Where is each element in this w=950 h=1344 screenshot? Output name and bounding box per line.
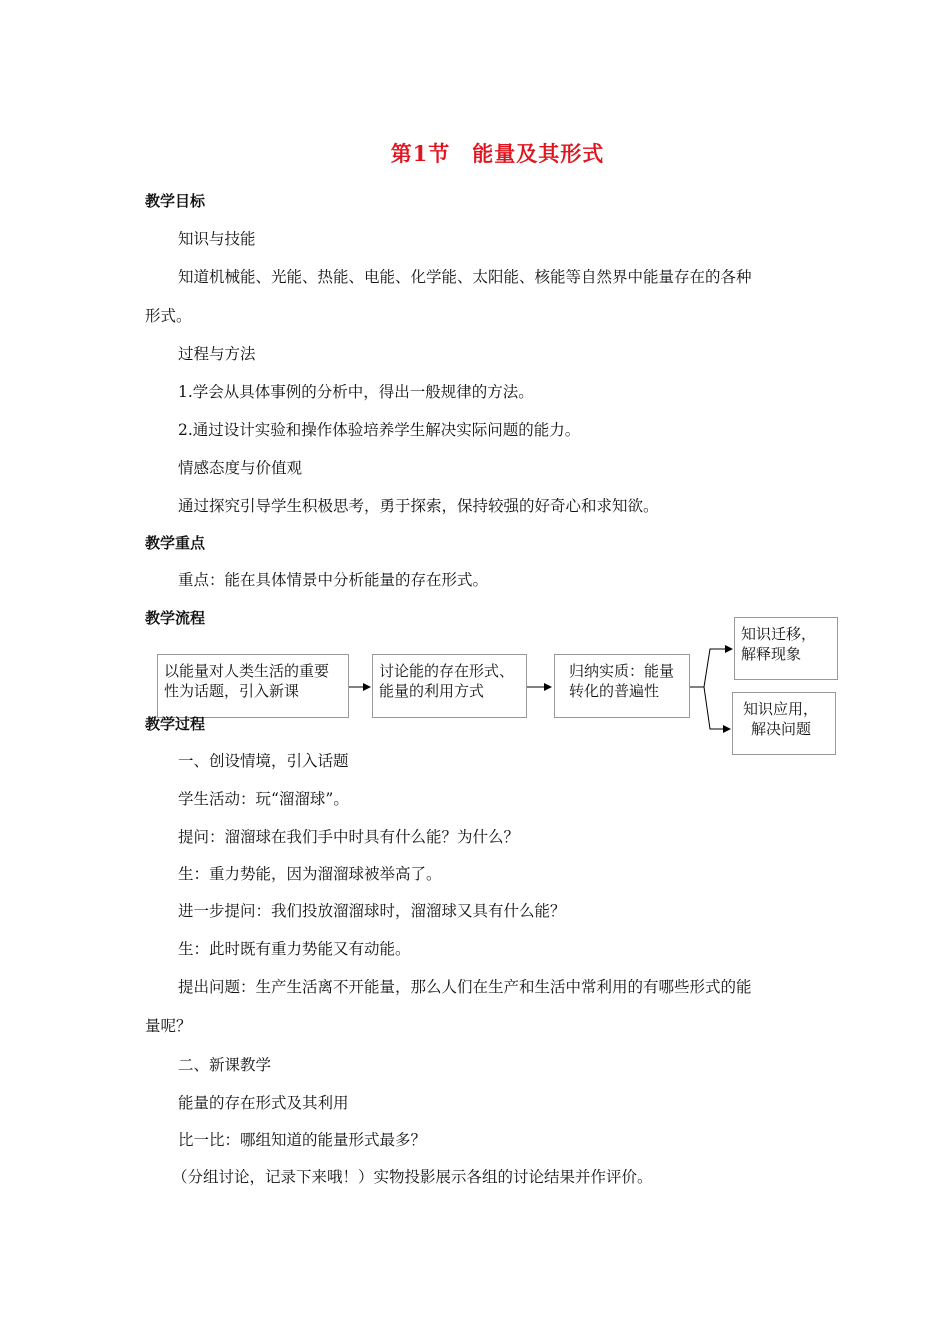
flow-box-discuss-line-1: 能量的利用方式 bbox=[379, 682, 485, 700]
process-line-0: 一、创设情境，引入话题 bbox=[178, 752, 349, 770]
key-heading: 教学重点 bbox=[145, 534, 206, 552]
arrow-to-apply bbox=[704, 687, 730, 729]
process-line-5: 生：此时既有重力势能又有动能。 bbox=[178, 940, 411, 958]
flow-box-transfer-line-0: 知识迁移， bbox=[741, 625, 817, 643]
flow-box-transfer-line-1: 解释现象 bbox=[741, 645, 802, 663]
goals-heading: 教学目标 bbox=[145, 192, 206, 210]
process-line-3: 生：重力势能，因为溜溜球被举高了。 bbox=[178, 865, 442, 883]
flow-box-discuss-line-0: 讨论能的存在形式、 bbox=[379, 662, 515, 680]
page-title: 第1节 能量及其形式 bbox=[390, 141, 605, 166]
process-line-6: 提出问题：生产生活离不开能量，那么人们在生产和生活中常利用的有哪些形式的能 bbox=[178, 978, 752, 996]
goals-line-4: 1.学会从具体事例的分析中，得出一般规律的方法。 bbox=[178, 383, 534, 401]
goals-line-5: 2.通过设计实验和操作体验培养学生解决实际问题的能力。 bbox=[178, 421, 581, 439]
flow-box-apply-line-0: 知识应用， bbox=[743, 700, 819, 718]
goals-line-2: 形式。 bbox=[145, 307, 192, 325]
goals-line-6: 情感态度与价值观 bbox=[178, 459, 303, 477]
flow-box-intro-line-0: 以能量对人类生活的重要 bbox=[164, 662, 330, 680]
flow-box-intro-line-1: 性为话题，引入新课 bbox=[164, 682, 300, 700]
arrow-to-transfer bbox=[704, 649, 732, 687]
flow-heading: 教学流程 bbox=[145, 609, 206, 627]
goals-line-1: 知道机械能、光能、热能、电能、化学能、太阳能、核能等自然界中能量存在的各种 bbox=[178, 268, 752, 286]
flow-box-summary-line-1: 转化的普遍性 bbox=[569, 682, 660, 700]
process-line-9: 能量的存在形式及其利用 bbox=[178, 1094, 349, 1112]
process-line-10: 比一比：哪组知道的能量形式最多？ bbox=[178, 1131, 427, 1149]
key-text: 重点：能在具体情景中分析能量的存在形式。 bbox=[178, 571, 489, 589]
process-line-2: 提问：溜溜球在我们手中时具有什么能？为什么？ bbox=[178, 828, 520, 846]
goals-line-0: 知识与技能 bbox=[178, 230, 256, 248]
process-line-8: 二、新课教学 bbox=[178, 1056, 272, 1074]
process-heading: 教学过程 bbox=[145, 715, 206, 733]
flow-box-apply-line-1: 解决问题 bbox=[751, 720, 812, 738]
process-line-4: 进一步提问：我们投放溜溜球时，溜溜球又具有什么能？ bbox=[178, 902, 566, 920]
goals-line-7: 通过探究引导学生积极思考，勇于探索，保持较强的好奇心和求知欲。 bbox=[178, 497, 659, 515]
goals-line-3: 过程与方法 bbox=[178, 345, 256, 363]
process-line-11: （分组讨论，记录下来哦！）实物投影展示各组的讨论结果并作评价。 bbox=[172, 1168, 653, 1186]
process-line-1: 学生活动：玩“溜溜球”。 bbox=[178, 790, 349, 808]
flow-box-summary-line-0: 归纳实质：能量 bbox=[569, 662, 675, 680]
process-line-7: 量呢？ bbox=[145, 1017, 192, 1035]
